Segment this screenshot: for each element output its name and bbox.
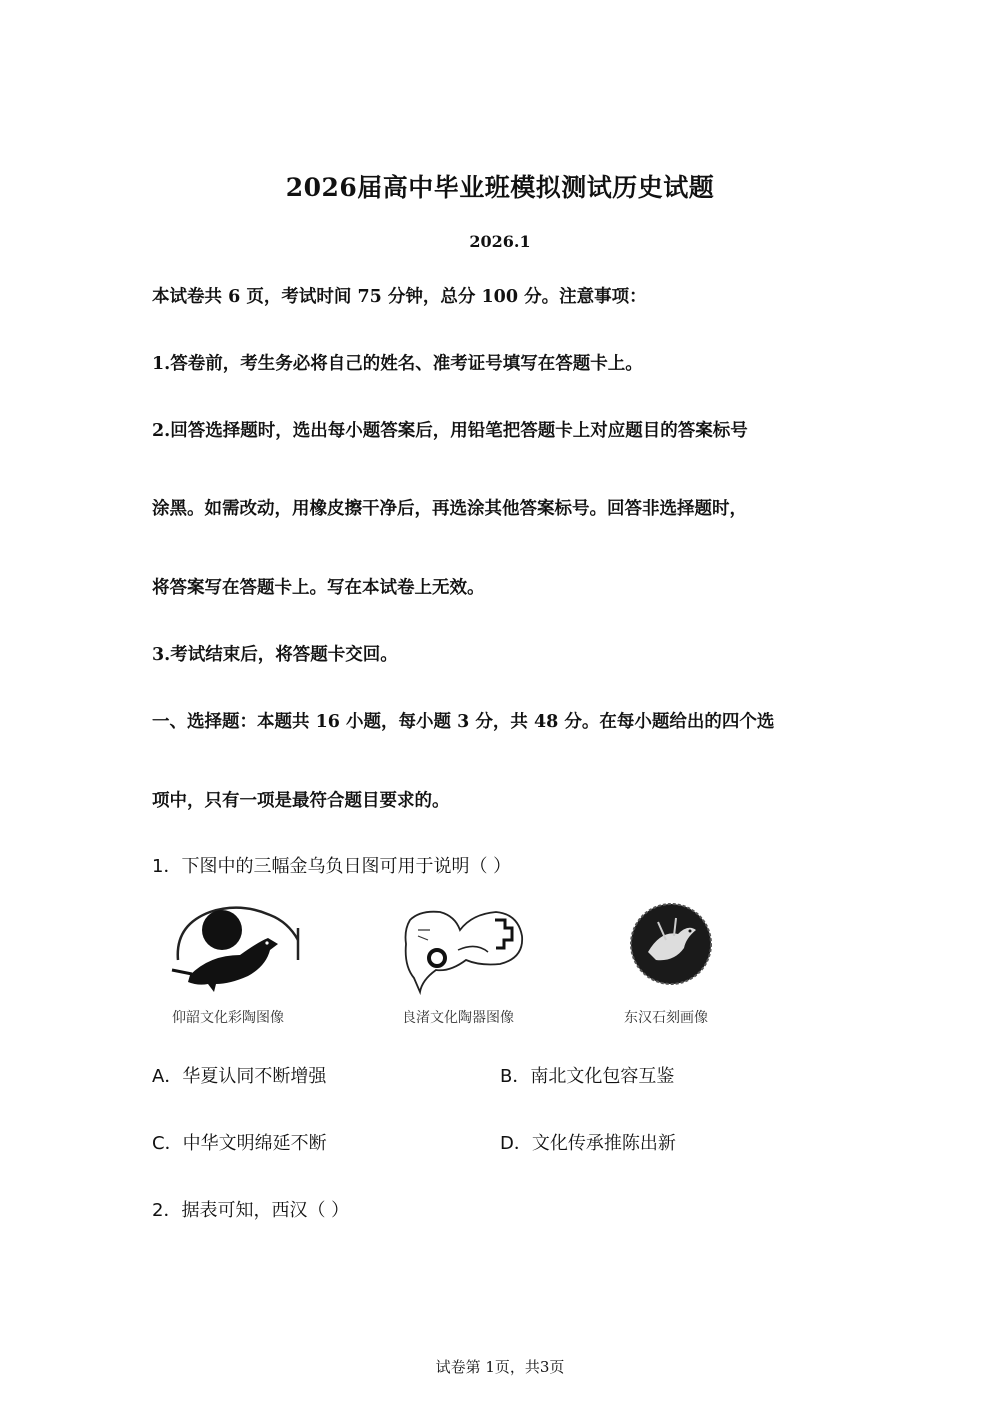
instruction-item-2-line-2: 涂黑。如需改动，用橡皮擦干净后，再选涂其他答案标号。回答非选择题时， — [152, 499, 747, 519]
instruction-item-3: 3.考试结束后，将答题卡交回。 — [152, 645, 398, 665]
exam-date: 2026.1 — [469, 232, 531, 251]
page-footer: 试卷第 1页，共3页 — [435, 1358, 565, 1376]
question-2-stem: 2．据表可知，西汉（ ） — [152, 1200, 350, 1221]
question-1-option-a[interactable]: A．华夏认同不断增强 — [152, 1066, 327, 1087]
instruction-item-2-line-1: 2.回答选择题时，选出每小题答案后，用铅笔把答题卡上对应题目的答案标号 — [152, 421, 748, 441]
figure-2-caption: 良渚文化陶器图像 — [402, 1010, 514, 1026]
instruction-item-2-line-3: 将答案写在答题卡上。写在本试卷上无效。 — [152, 578, 485, 598]
figure-1-caption: 仰韶文化彩陶图像 — [172, 1010, 284, 1026]
question-1-option-b[interactable]: B．南北文化包容互鉴 — [500, 1066, 675, 1087]
instruction-item-1: 1.答卷前，考生务必将自己的姓名、准考证号填写在答题卡上。 — [152, 354, 643, 374]
question-1-stem: 1．下图中的三幅金乌负日图可用于说明（ ） — [152, 856, 512, 877]
section-heading-line-1: 一、选择题：本题共 16 小题，每小题 3 分，共 48 分。在每小题给出的四个选 — [152, 712, 775, 732]
figure-3-caption: 东汉石刻画像 — [624, 1010, 708, 1026]
section-heading-line-2: 项中，只有一项是最符合题目要求的。 — [152, 791, 450, 811]
question-1-option-c[interactable]: C．中华文明绵延不断 — [152, 1133, 327, 1154]
page-title: 2026届高中毕业班模拟测试历史试题 — [285, 173, 715, 202]
question-1-option-d[interactable]: D．文化传承推陈出新 — [500, 1133, 676, 1154]
instructions-intro: 本试卷共 6 页，考试时间 75 分钟，总分 100 分。注意事项： — [152, 287, 647, 307]
